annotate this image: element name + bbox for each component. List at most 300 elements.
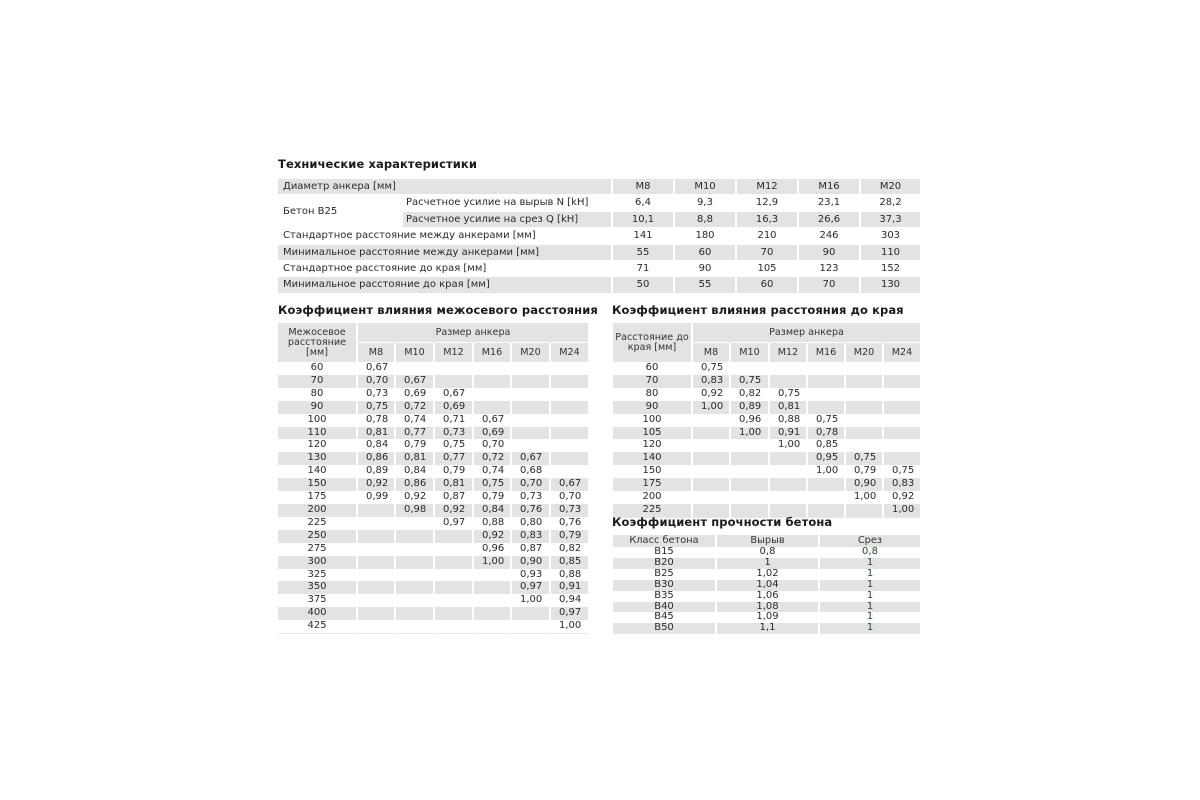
coef-cell: 0,70 bbox=[549, 491, 588, 504]
table-row bbox=[278, 427, 588, 440]
coef-cell bbox=[844, 362, 882, 375]
value-cell: 246 bbox=[797, 228, 859, 244]
coef-cell: 0,67 bbox=[510, 452, 549, 465]
coef-cell: 0,67 bbox=[549, 478, 588, 491]
value-cell: 105 bbox=[735, 261, 797, 277]
coef-cell: 0,86 bbox=[394, 478, 433, 491]
distance-cell: 70 bbox=[613, 375, 691, 388]
coef-cell bbox=[356, 620, 394, 634]
value-cell: 60 bbox=[735, 277, 797, 293]
coef-cell bbox=[882, 439, 920, 452]
coef-cell: 0,67 bbox=[394, 375, 433, 388]
table-row bbox=[613, 362, 920, 375]
row-label: Расчетное усилие на срез Q [kH] bbox=[403, 212, 611, 228]
table-row bbox=[278, 607, 588, 620]
coef-cell: 0,88 bbox=[472, 517, 510, 530]
table-row bbox=[613, 478, 920, 491]
coef-cell: 0,76 bbox=[549, 517, 588, 530]
value-cell: 303 bbox=[859, 228, 920, 244]
concrete-header: Вырыв bbox=[715, 535, 818, 547]
coef-cell: 0,79 bbox=[472, 491, 510, 504]
coef-cell: 0,97 bbox=[433, 517, 472, 530]
size-header: M10 bbox=[673, 179, 735, 195]
coef-cell: 0,75 bbox=[691, 362, 729, 375]
value-cell: 8,8 bbox=[673, 212, 735, 228]
coef-cell bbox=[510, 375, 549, 388]
coef-cell: 1,00 bbox=[549, 620, 588, 634]
distance-cell: 60 bbox=[613, 362, 691, 375]
coef-cell bbox=[806, 491, 844, 504]
tech-specs-table bbox=[278, 179, 920, 294]
coef-cell: 0,84 bbox=[472, 504, 510, 517]
distance-cell: 105 bbox=[613, 427, 691, 440]
coef-cell: 0,92 bbox=[882, 491, 920, 504]
value-cell: 90 bbox=[673, 261, 735, 277]
value-cell: 152 bbox=[859, 261, 920, 277]
shear-cell: 1 bbox=[818, 602, 920, 613]
coef-cell bbox=[356, 504, 394, 517]
table-row bbox=[613, 427, 920, 440]
coef-cell: 0,73 bbox=[433, 427, 472, 440]
coef-cell bbox=[356, 517, 394, 530]
coef-cell: 0,97 bbox=[549, 607, 588, 620]
value-cell: 90 bbox=[797, 245, 859, 261]
coef-cell: 0,83 bbox=[510, 530, 549, 543]
coef-cell bbox=[882, 388, 920, 401]
coef-cell bbox=[394, 517, 433, 530]
coef-cell bbox=[882, 452, 920, 465]
coef-cell bbox=[394, 569, 433, 582]
coef-cell: 0,72 bbox=[472, 452, 510, 465]
coef-cell bbox=[844, 427, 882, 440]
coef-cell bbox=[806, 478, 844, 491]
shear-cell: 1 bbox=[818, 623, 920, 634]
value-cell: 23,1 bbox=[797, 195, 859, 211]
coef-cell bbox=[510, 362, 549, 375]
coef-cell: 1,00 bbox=[882, 504, 920, 518]
coef-cell: 0,67 bbox=[433, 388, 472, 401]
coef-cell: 1,00 bbox=[768, 439, 806, 452]
value-cell: 71 bbox=[611, 261, 673, 277]
tech-specs-title: Технические характеристики bbox=[278, 157, 477, 171]
coef-cell bbox=[844, 375, 882, 388]
distance-cell: 90 bbox=[613, 401, 691, 414]
distance-cell: 140 bbox=[613, 452, 691, 465]
coef-cell bbox=[356, 581, 394, 594]
tech-row bbox=[278, 195, 920, 211]
table-row bbox=[278, 388, 588, 401]
coef-cell: 0,85 bbox=[806, 439, 844, 452]
coef-cell: 0,75 bbox=[433, 439, 472, 452]
edge-coef-table bbox=[613, 323, 920, 518]
distance-cell: 120 bbox=[278, 439, 356, 452]
table-row bbox=[613, 401, 920, 414]
distance-cell: 225 bbox=[278, 517, 356, 530]
coef-cell bbox=[844, 504, 882, 518]
coef-cell bbox=[472, 388, 510, 401]
coef-cell bbox=[549, 452, 588, 465]
coef-cell bbox=[549, 465, 588, 478]
coef-cell bbox=[691, 478, 729, 491]
coef-cell bbox=[472, 594, 510, 607]
value-cell: 16,3 bbox=[735, 212, 797, 228]
coef-cell bbox=[691, 439, 729, 452]
coef-cell: 0,81 bbox=[433, 478, 472, 491]
coef-cell: 0,75 bbox=[882, 465, 920, 478]
coef-cell: 0,90 bbox=[844, 478, 882, 491]
coef-cell bbox=[768, 478, 806, 491]
row-label: Минимальное расстояние до края [мм] bbox=[278, 277, 611, 293]
concrete-class-cell: B40 bbox=[613, 602, 715, 613]
value-cell: 110 bbox=[859, 245, 920, 261]
coef-cell bbox=[691, 491, 729, 504]
concrete-class-cell: B50 bbox=[613, 623, 715, 634]
tech-row bbox=[278, 277, 920, 293]
table-row bbox=[278, 465, 588, 478]
distance-cell: 140 bbox=[278, 465, 356, 478]
size-header: M24 bbox=[882, 343, 920, 362]
coef-cell: 1,00 bbox=[691, 401, 729, 414]
spacing-row-header: Межосевое расстояние [мм] bbox=[278, 323, 356, 362]
value-cell: 123 bbox=[797, 261, 859, 277]
coef-cell bbox=[691, 414, 729, 427]
coef-cell bbox=[768, 491, 806, 504]
table-row bbox=[613, 388, 920, 401]
value-cell: 6,4 bbox=[611, 195, 673, 211]
coef-cell bbox=[549, 439, 588, 452]
coef-cell: 0,81 bbox=[768, 401, 806, 414]
value-cell: 60 bbox=[673, 245, 735, 261]
table-row bbox=[278, 543, 588, 556]
coef-cell bbox=[729, 452, 768, 465]
coef-cell: 0,75 bbox=[806, 414, 844, 427]
row-label: Стандартное расстояние до края [мм] bbox=[278, 261, 611, 277]
coef-cell: 1,00 bbox=[806, 465, 844, 478]
table-row bbox=[278, 556, 588, 569]
size-header: M20 bbox=[859, 179, 920, 195]
value-cell: 141 bbox=[611, 228, 673, 244]
pullout-cell: 1,06 bbox=[715, 591, 818, 602]
coef-cell bbox=[394, 581, 433, 594]
table-row bbox=[278, 504, 588, 517]
coef-cell: 1,00 bbox=[844, 491, 882, 504]
coef-cell bbox=[433, 530, 472, 543]
coef-cell: 0,88 bbox=[768, 414, 806, 427]
coef-cell bbox=[472, 620, 510, 634]
coef-cell: 0,73 bbox=[356, 388, 394, 401]
distance-cell: 100 bbox=[278, 414, 356, 427]
size-header: M16 bbox=[806, 343, 844, 362]
size-header: M12 bbox=[735, 179, 797, 195]
distance-cell: 250 bbox=[278, 530, 356, 543]
coef-cell bbox=[549, 375, 588, 388]
tech-row bbox=[278, 228, 920, 244]
coef-cell: 0,74 bbox=[394, 414, 433, 427]
coef-cell: 0,73 bbox=[549, 504, 588, 517]
coef-cell bbox=[844, 439, 882, 452]
coef-cell bbox=[729, 362, 768, 375]
size-header: M20 bbox=[844, 343, 882, 362]
size-header: M24 bbox=[549, 343, 588, 362]
coef-cell bbox=[882, 375, 920, 388]
table-row bbox=[613, 623, 920, 634]
coef-cell bbox=[806, 388, 844, 401]
coef-cell bbox=[729, 491, 768, 504]
distance-cell: 200 bbox=[278, 504, 356, 517]
coef-cell: 1,00 bbox=[729, 427, 768, 440]
coef-cell bbox=[394, 594, 433, 607]
value-cell: 37,3 bbox=[859, 212, 920, 228]
pullout-cell: 1,09 bbox=[715, 612, 818, 623]
coef-cell bbox=[356, 530, 394, 543]
size-header: M10 bbox=[729, 343, 768, 362]
coef-cell: 0,79 bbox=[844, 465, 882, 478]
distance-cell: 70 bbox=[278, 375, 356, 388]
row-label: Стандартное расстояние между анкерами [мм] bbox=[278, 228, 611, 244]
coef-cell: 0,86 bbox=[356, 452, 394, 465]
coef-cell bbox=[844, 388, 882, 401]
coef-cell: 0,74 bbox=[472, 465, 510, 478]
distance-cell: 400 bbox=[278, 607, 356, 620]
value-cell: 28,2 bbox=[859, 195, 920, 211]
coef-cell bbox=[433, 362, 472, 375]
coef-cell: 0,72 bbox=[394, 401, 433, 414]
distance-cell: 350 bbox=[278, 581, 356, 594]
coef-cell: 0,99 bbox=[356, 491, 394, 504]
coef-cell bbox=[549, 362, 588, 375]
size-header: M8 bbox=[691, 343, 729, 362]
coef-cell: 0,88 bbox=[549, 569, 588, 582]
distance-cell: 175 bbox=[613, 478, 691, 491]
shear-cell: 1 bbox=[818, 580, 920, 591]
value-cell: 12,9 bbox=[735, 195, 797, 211]
value-cell: 9,3 bbox=[673, 195, 735, 211]
coef-cell: 0,92 bbox=[691, 388, 729, 401]
value-cell: 26,6 bbox=[797, 212, 859, 228]
coef-cell: 0,89 bbox=[729, 401, 768, 414]
table-row bbox=[278, 375, 588, 388]
distance-cell: 200 bbox=[613, 491, 691, 504]
tech-header-row bbox=[278, 179, 920, 195]
spacing-coef-table bbox=[278, 323, 588, 634]
coef-cell: 1,00 bbox=[510, 594, 549, 607]
coef-cell: 0,79 bbox=[549, 530, 588, 543]
size-header: M8 bbox=[356, 343, 394, 362]
table-row bbox=[278, 530, 588, 543]
coef-cell bbox=[510, 620, 549, 634]
table-row bbox=[278, 620, 588, 634]
coef-cell: 0,90 bbox=[510, 556, 549, 569]
tech-row bbox=[278, 261, 920, 277]
coef-cell bbox=[433, 375, 472, 388]
coef-cell: 0,78 bbox=[806, 427, 844, 440]
coef-cell: 0,98 bbox=[394, 504, 433, 517]
coef-cell bbox=[768, 375, 806, 388]
coef-cell bbox=[433, 594, 472, 607]
table-row bbox=[613, 439, 920, 452]
coef-cell: 0,87 bbox=[433, 491, 472, 504]
value-cell: 55 bbox=[611, 245, 673, 261]
coef-cell: 0,82 bbox=[729, 388, 768, 401]
coef-cell: 0,83 bbox=[882, 478, 920, 491]
coef-cell: 0,73 bbox=[510, 491, 549, 504]
coef-cell bbox=[472, 375, 510, 388]
coef-cell: 0,94 bbox=[549, 594, 588, 607]
table-row bbox=[278, 517, 588, 530]
coef-cell bbox=[882, 414, 920, 427]
distance-cell: 375 bbox=[278, 594, 356, 607]
coef-cell bbox=[806, 362, 844, 375]
coef-cell bbox=[844, 401, 882, 414]
coef-cell: 0,79 bbox=[394, 439, 433, 452]
coef-cell: 0,70 bbox=[510, 478, 549, 491]
size-header: M10 bbox=[394, 343, 433, 362]
coef-cell bbox=[472, 581, 510, 594]
coef-cell bbox=[356, 607, 394, 620]
distance-cell: 80 bbox=[278, 388, 356, 401]
value-cell: 130 bbox=[859, 277, 920, 293]
coef-cell bbox=[433, 607, 472, 620]
coef-cell: 0,92 bbox=[472, 530, 510, 543]
coef-cell bbox=[433, 556, 472, 569]
coef-cell: 0,87 bbox=[510, 543, 549, 556]
coef-cell: 0,96 bbox=[472, 543, 510, 556]
coef-cell bbox=[433, 569, 472, 582]
table-row bbox=[278, 414, 588, 427]
coef-cell bbox=[882, 427, 920, 440]
coef-cell bbox=[768, 362, 806, 375]
coef-cell: 0,92 bbox=[356, 478, 394, 491]
coef-cell bbox=[510, 427, 549, 440]
table-row bbox=[613, 580, 920, 591]
coef-cell: 0,80 bbox=[510, 517, 549, 530]
coef-cell bbox=[768, 452, 806, 465]
coef-cell bbox=[844, 414, 882, 427]
coef-cell bbox=[356, 594, 394, 607]
coef-cell: 0,92 bbox=[394, 491, 433, 504]
coef-cell: 0,75 bbox=[472, 478, 510, 491]
table-row bbox=[613, 414, 920, 427]
coef-cell: 0,84 bbox=[394, 465, 433, 478]
distance-cell: 300 bbox=[278, 556, 356, 569]
coef-cell bbox=[356, 569, 394, 582]
coef-cell: 0,71 bbox=[433, 414, 472, 427]
coef-cell bbox=[691, 427, 729, 440]
table-row bbox=[278, 401, 588, 414]
edge-group-header: Размер анкера bbox=[691, 323, 920, 343]
coef-cell bbox=[549, 401, 588, 414]
table-row bbox=[613, 375, 920, 388]
coef-cell bbox=[433, 543, 472, 556]
coef-cell bbox=[691, 465, 729, 478]
coef-cell: 0,69 bbox=[433, 401, 472, 414]
distance-cell: 130 bbox=[278, 452, 356, 465]
coef-cell: 0,69 bbox=[394, 388, 433, 401]
coef-cell bbox=[356, 543, 394, 556]
coef-cell bbox=[510, 607, 549, 620]
coef-cell bbox=[729, 439, 768, 452]
spacing-group-header: Размер анкера bbox=[356, 323, 588, 343]
size-header: M12 bbox=[768, 343, 806, 362]
table-row bbox=[613, 465, 920, 478]
concrete-class-cell: B25 bbox=[613, 569, 715, 580]
coef-cell: 0,91 bbox=[549, 581, 588, 594]
coef-cell: 0,84 bbox=[356, 439, 394, 452]
coef-cell bbox=[510, 388, 549, 401]
distance-cell: 225 bbox=[613, 504, 691, 518]
value-cell: 70 bbox=[797, 277, 859, 293]
coef-cell bbox=[729, 465, 768, 478]
concrete-header: Класс бетона bbox=[613, 535, 715, 547]
concrete-coef-title: Коэффициент прочности бетона bbox=[612, 515, 833, 529]
coef-cell: 0,83 bbox=[691, 375, 729, 388]
size-header: M20 bbox=[510, 343, 549, 362]
value-cell: 55 bbox=[673, 277, 735, 293]
table-row bbox=[278, 491, 588, 504]
coef-cell: 0,68 bbox=[510, 465, 549, 478]
coef-cell bbox=[472, 362, 510, 375]
size-header: M16 bbox=[472, 343, 510, 362]
coef-cell: 0,75 bbox=[729, 375, 768, 388]
coef-cell: 0,96 bbox=[729, 414, 768, 427]
distance-cell: 150 bbox=[613, 465, 691, 478]
distance-cell: 325 bbox=[278, 569, 356, 582]
coef-cell bbox=[394, 530, 433, 543]
edge-coef-title: Коэффициент влияния расстояния до края bbox=[612, 303, 904, 317]
coef-cell: 0,67 bbox=[356, 362, 394, 375]
distance-cell: 175 bbox=[278, 491, 356, 504]
table-row bbox=[278, 581, 588, 594]
value-cell: 10,1 bbox=[611, 212, 673, 228]
value-cell: 70 bbox=[735, 245, 797, 261]
coef-cell bbox=[510, 401, 549, 414]
coef-cell: 0,77 bbox=[394, 427, 433, 440]
shear-cell: 1 bbox=[818, 558, 920, 569]
concrete-header: Срез bbox=[818, 535, 920, 547]
coef-cell: 0,81 bbox=[356, 427, 394, 440]
distance-cell: 110 bbox=[278, 427, 356, 440]
coef-cell: 0,70 bbox=[356, 375, 394, 388]
coef-cell: 0,81 bbox=[394, 452, 433, 465]
coef-cell: 0,91 bbox=[768, 427, 806, 440]
size-header: M12 bbox=[433, 343, 472, 362]
table-row bbox=[278, 569, 588, 582]
coef-cell bbox=[433, 620, 472, 634]
coef-cell: 0,92 bbox=[433, 504, 472, 517]
coef-cell bbox=[768, 465, 806, 478]
pullout-cell: 1,04 bbox=[715, 580, 818, 591]
coef-cell bbox=[394, 620, 433, 634]
pullout-cell: 0,8 bbox=[715, 547, 818, 558]
table-row bbox=[278, 478, 588, 491]
concrete-class-cell: B30 bbox=[613, 580, 715, 591]
distance-cell: 100 bbox=[613, 414, 691, 427]
coef-cell: 0,75 bbox=[768, 388, 806, 401]
pullout-cell: 1,1 bbox=[715, 623, 818, 634]
coef-cell: 1,00 bbox=[472, 556, 510, 569]
value-cell: 210 bbox=[735, 228, 797, 244]
table-row bbox=[613, 491, 920, 504]
coef-cell: 0,85 bbox=[549, 556, 588, 569]
coef-cell: 0,77 bbox=[433, 452, 472, 465]
coef-cell bbox=[882, 362, 920, 375]
concrete-class-label: Бетон B25 bbox=[278, 195, 403, 228]
value-cell: 180 bbox=[673, 228, 735, 244]
coef-cell bbox=[691, 452, 729, 465]
coef-cell bbox=[394, 543, 433, 556]
shear-cell: 1 bbox=[818, 591, 920, 602]
size-header: M16 bbox=[797, 179, 859, 195]
